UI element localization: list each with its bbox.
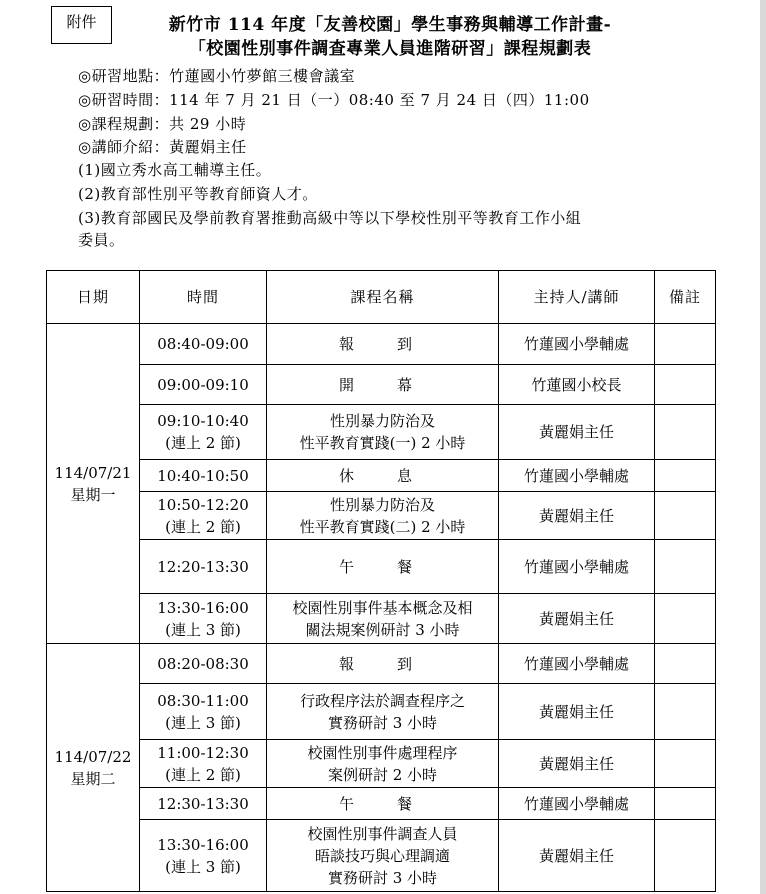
time-cell: 09:10-10:40 (連上 2 節) [140, 405, 267, 460]
note-cell [655, 492, 716, 540]
instructor-bio-2: (2)教育部性別平等教育師資人才。 [78, 185, 318, 203]
date-value: 114/07/21 [54, 463, 132, 482]
time-cell: 13:30-16:00 (連上 3 節) [140, 594, 267, 644]
table-row [47, 740, 716, 788]
time-cell: 08:30-11:00 (連上 3 節) [140, 684, 267, 740]
note-cell [655, 460, 716, 492]
header-course: 課程名稱 [267, 271, 499, 324]
table-row [47, 540, 716, 594]
info-location: ◎研習地點：竹蓮國小竹夢館三樓會議室 [78, 67, 356, 85]
host-cell: 竹蓮國小學輔處 [499, 788, 655, 820]
instructor-bio-3: (3)教育部國民及學前教育署推動高級中等以下學校性別平等教育工作小組 [78, 209, 582, 227]
note-cell [655, 405, 716, 460]
table-row [47, 788, 716, 820]
host-cell: 黃麗娟主任 [499, 492, 655, 540]
date-value: 114/07/22 [54, 747, 132, 766]
header-time: 時間 [140, 271, 267, 324]
time-cell: 10:50-12:20 (連上 2 節) [140, 492, 267, 540]
document-title-line1: 新竹市 114 年度「友善校園」學生事務與輔導工作計畫- [168, 15, 612, 35]
time-cell: 12:20-13:30 [140, 540, 267, 594]
header-date: 日期 [47, 271, 140, 324]
course-cell: 報 到 [267, 324, 499, 365]
time-cell: 12:30-13:30 [140, 788, 267, 820]
info-time: ◎研習時間：114 年 7 月 21 日（一）08:40 至 7 月 24 日（四）11:00 [78, 91, 590, 109]
header-note: 備註 [655, 271, 716, 324]
course-cell: 午 餐 [267, 540, 499, 594]
document-title-line2: 「校園性別事件調查專業人員進階研習」課程規劃表 [188, 39, 592, 59]
table-row [47, 820, 716, 892]
instructor-bio-4: 委員。 [78, 231, 125, 249]
attachment-label: 附件 [51, 6, 112, 44]
table-row [47, 684, 716, 740]
note-cell [655, 740, 716, 788]
time-cell: 09:00-09:10 [140, 365, 267, 405]
date-cell-day1 [47, 324, 140, 644]
header-host: 主持人/講師 [499, 271, 655, 324]
table-row [47, 594, 716, 644]
note-cell [655, 594, 716, 644]
host-cell: 竹蓮國小學輔處 [499, 540, 655, 594]
course-cell: 休 息 [267, 460, 499, 492]
time-cell: 11:00-12:30 (連上 2 節) [140, 740, 267, 788]
table-row [47, 644, 716, 684]
host-cell: 黃麗娟主任 [499, 594, 655, 644]
course-cell: 行政程序法於調查程序之 實務研討 3 小時 [267, 684, 499, 740]
note-cell [655, 540, 716, 594]
host-cell: 竹蓮國小學輔處 [499, 460, 655, 492]
note-cell [655, 324, 716, 365]
window-edge [760, 0, 766, 894]
note-cell [655, 684, 716, 740]
time-cell: 08:20-08:30 [140, 644, 267, 684]
info-hours: ◎課程規劃：共 29 小時 [78, 115, 247, 133]
table-row [47, 405, 716, 460]
host-cell: 竹蓮國小學輔處 [499, 324, 655, 365]
schedule-table [46, 270, 716, 892]
info-instructor: ◎講師介紹：黃麗娟主任 [78, 138, 247, 156]
table-row [47, 460, 716, 492]
table-header-row [47, 271, 716, 324]
table-row [47, 365, 716, 405]
time-cell: 10:40-10:50 [140, 460, 267, 492]
note-cell [655, 365, 716, 405]
host-cell: 黃麗娟主任 [499, 820, 655, 892]
table-row [47, 324, 716, 365]
course-cell: 性別暴力防治及 性平教育實踐(二) 2 小時 [267, 492, 499, 540]
course-cell: 午 餐 [267, 788, 499, 820]
time-cell: 08:40-09:00 [140, 324, 267, 365]
date-cell-day2 [47, 644, 140, 892]
course-cell: 校園性別事件處理程序 案例研討 2 小時 [267, 740, 499, 788]
host-cell: 竹蓮國小校長 [499, 365, 655, 405]
course-cell: 校園性別事件調查人員 晤談技巧與心理調適 實務研討 3 小時 [267, 820, 499, 892]
weekday-value: 星期一 [70, 485, 116, 504]
instructor-bio-1: (1)國立秀水高工輔導主任。 [78, 161, 272, 179]
course-cell: 性別暴力防治及 性平教育實踐(一) 2 小時 [267, 405, 499, 460]
host-cell: 竹蓮國小學輔處 [499, 644, 655, 684]
time-cell: 13:30-16:00 (連上 3 節) [140, 820, 267, 892]
course-cell: 開 幕 [267, 365, 499, 405]
note-cell [655, 644, 716, 684]
host-cell: 黃麗娟主任 [499, 740, 655, 788]
host-cell: 黃麗娟主任 [499, 684, 655, 740]
weekday-value: 星期二 [70, 769, 116, 788]
note-cell [655, 788, 716, 820]
host-cell: 黃麗娟主任 [499, 405, 655, 460]
course-cell: 報 到 [267, 644, 499, 684]
course-cell: 校園性別事件基本概念及相 關法規案例研討 3 小時 [267, 594, 499, 644]
table-row [47, 492, 716, 540]
note-cell [655, 820, 716, 892]
